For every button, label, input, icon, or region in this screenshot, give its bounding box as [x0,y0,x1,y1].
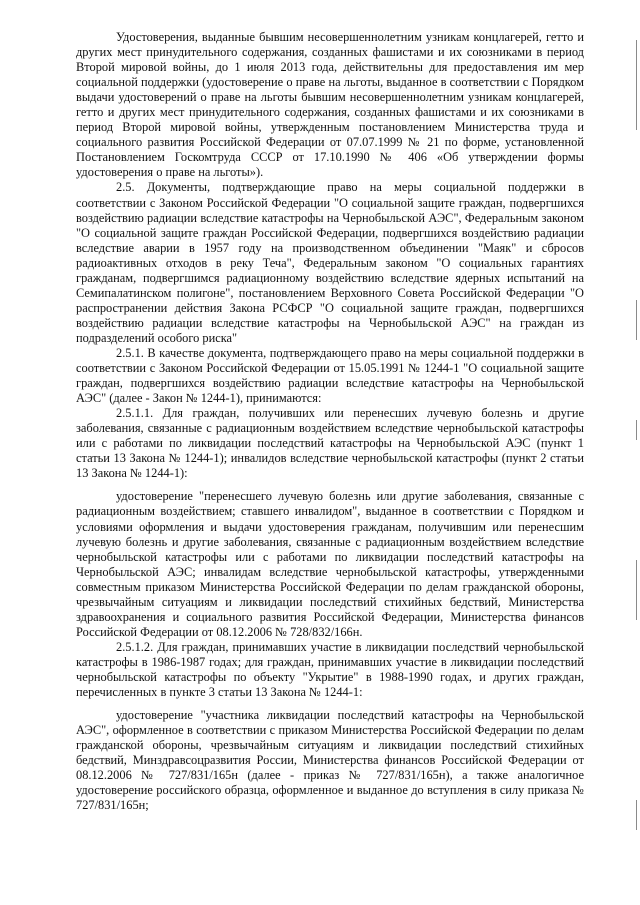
paragraph-2-5: 2.5. Документы, подтверждающие право на меры социальной поддержки в соответствии с Законом Российской Федерации "О социальной защите граждан, подвергшихся воздействию радиации вследствие катастрофы на Чернобыльской АЭС", Федеральным законом "О социальной защите граждан Российской Федерации, подвергшихся воздействию радиации вследствие аварии в 1957 году на производственном объединении "Маяк" и сбросов радиоактивных отходов в реку Теча", Федеральным законом "О социальных гарантиях гражданам, подвергшимся радиационному воздействию вследствие ядерных испытаний на Семипалатинском полигоне", постановлением Верховного Совета Российской Федерации "О распространении действия Закона РСФСР "О социальной защите граждан, подвергшихся воздействию радиации вследствие катастрофы на Чернобыльской АЭС" на граждан из подразделений особого риска" [76,180,584,345]
paragraph-radiation-certificate: удостоверение "перенесшего лучевую болезнь или другие заболевания, связанные с радиационным воздействием; ставшего инвалидом", выданное в соответствии с Порядком и условиями оформления и выдачи удостоверения гражданам, получившим или перенесшим лучевую болезнь и другие заболевания, связанные с радиационным воздействием вследствие чернобыльской катастрофы или с работами по ликвидации последствий катастрофы на Чернобыльской АЭС; инвалидам вследствие чернобыльской катастрофы, утвержденными совместным приказом Министерства Российской Федерации по делам гражданской обороны, чрезвычайным ситуациям и ликвидации последствий стихийных бедствий, Министерства здравоохранения и социального развития Российской Федерации, Министерства финансов Российской Федерации от 08.12.2006 № 728/832/166н. [76,489,584,639]
paragraph-2-5-1: 2.5.1. В качестве документа, подтверждающего право на меры социальной поддержки в соответствии с Законом Российской Федерации от 15.05.1991 № 1244-1 "О социальной защите граждан, подвергшихся воздействию радиации вследствие катастрофы на Чернобыльской АЭС" (далее - Закон № 1244-1), принимаются: [76,345,584,406]
scan-edge-mark [636,300,637,340]
scan-edge-mark [636,40,637,130]
scan-edge-mark [636,560,637,620]
paragraph-certificates-validity: Удостоверения, выданные бывшим несовершеннолетним узникам концлагерей, гетто и других мест принудительного содержания, созданных фашистами и их союзниками в период Второй мировой войны, до 1 июля 2013 года, действительны для предоставления им мер социальной поддержки (удостоверение о праве на льготы, выданное в соответствии с Порядком выдачи удостоверений о праве на льготы бывшим несовершеннолетним узникам концлагерей, гетто и других мест принудительного содержания, созданных фашистами и их союзниками в период Второй мировой войны, утвержденным постановлением Министерства труда и социального развития Российской Федерации от 07.07.1999 № 21 по форме, установленной Постановлением Госкомтруда СССР от 17.10.1990 № 406 «Об утверждении формы удостоверения о праве на льготы»). [76,30,584,180]
paragraph-liquidator-certificate: удостоверение "участника ликвидации последствий катастрофы на Чернобыльской АЭС", оформленное в соответствии с приказом Министерства Российской Федерации по делам гражданской обороны, чрезвычайным ситуациям и ликвидации последствий стихийных бедствий, Минздравсоцразвития России, Министерства финансов Российской Федерации от 08.12.2006 № 727/831/165н (далее - приказ № 727/831/165н), а также аналогичное удостоверение российского образца, оформленное и выданное до вступления в силу приказа № 727/831/165н; [76,708,584,813]
scan-edge-mark [636,420,637,440]
scan-edge-mark [636,800,637,830]
paragraph-2-5-1-2: 2.5.1.2. Для граждан, принимавших участие в ликвидации последствий чернобыльской катастрофы в 1986-1987 годах; для граждан, принимавших участие в ликвидации последствий чернобыльской катастрофы по объекту "Укрытие" в 1988-1990 годах, и других граждан, перечисленных в пункте 3 статьи 13 Закона № 1244-1: [76,639,584,700]
document-body [76,30,584,813]
paragraph-2-5-1-1: 2.5.1.1. Для граждан, получивших или перенесших лучевую болезнь и другие заболевания, связанные с радиационным воздействием вследствие чернобыльской катастрофы или с работами по ликвидации последствий катастрофы на Чернобыльской АЭС (пункт 1 статьи 13 Закона № 1244-1); инвалидов вследствие чернобыльской катастрофы (пункт 2 статьи 13 Закона № 1244-1): [76,406,584,481]
